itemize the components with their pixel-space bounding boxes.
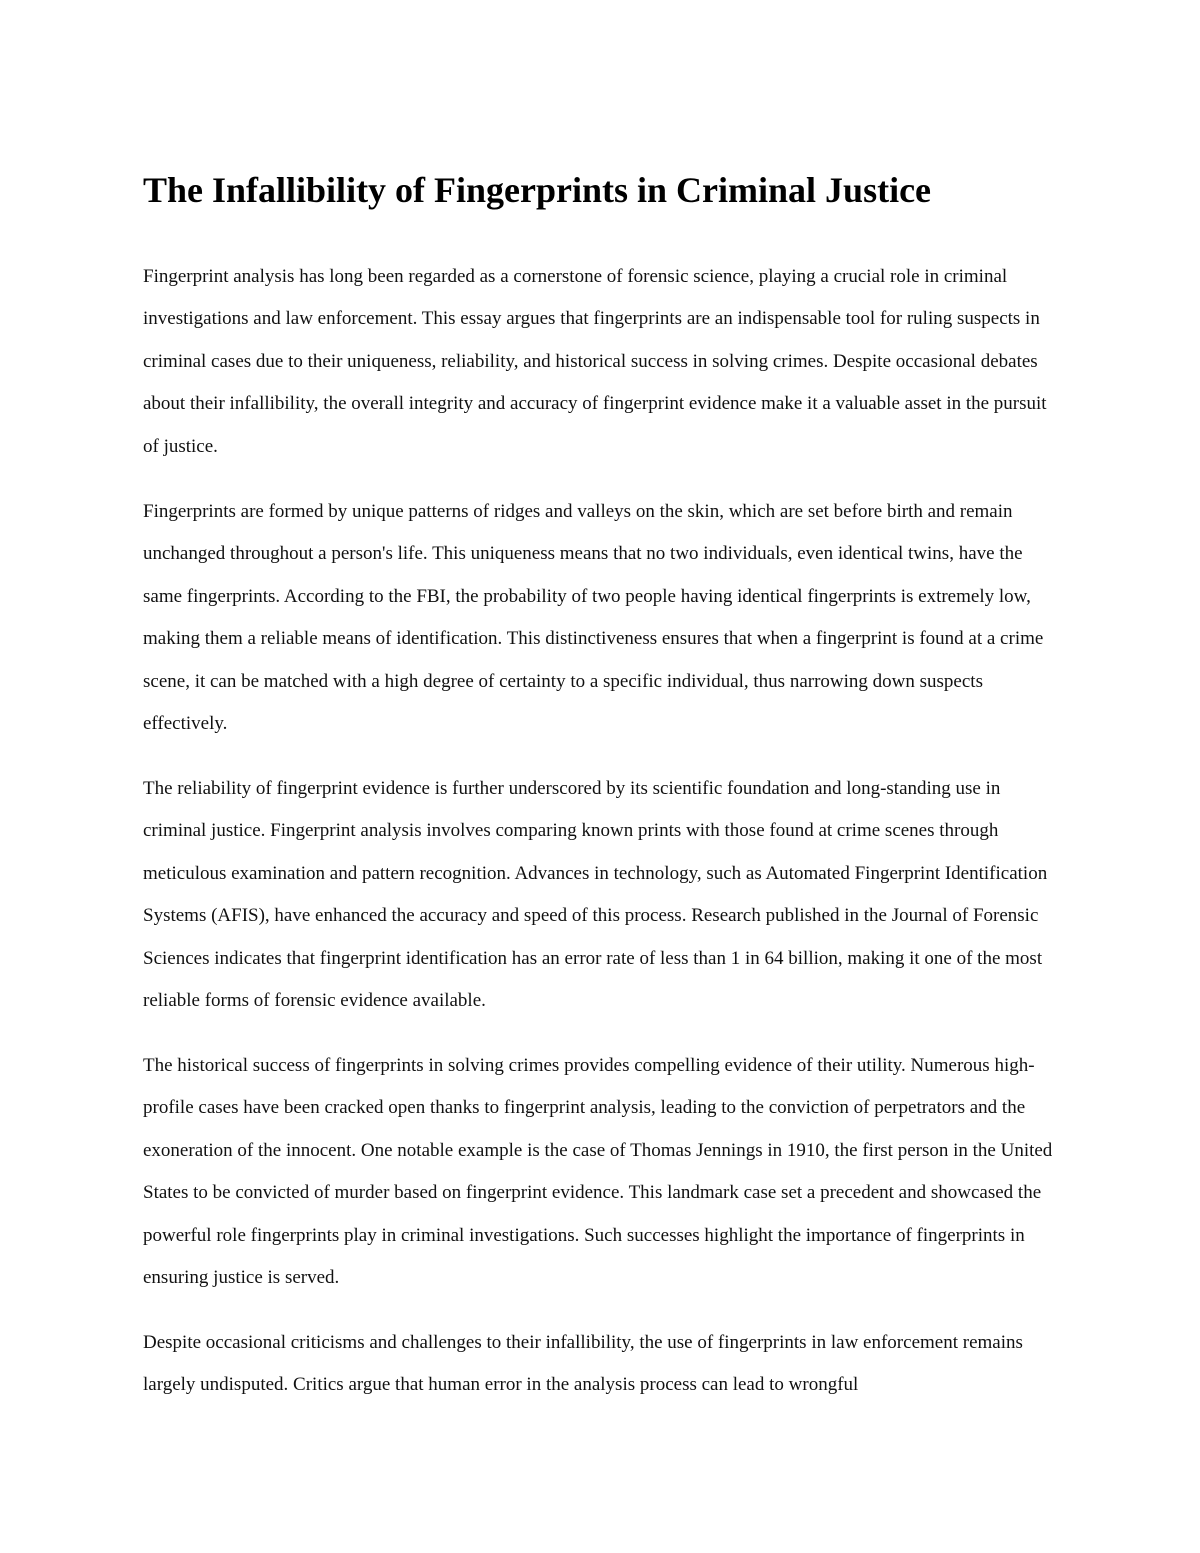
paragraph-5: Despite occasional criticisms and challenges to their infallibility, the use of fingerprints in law enforcement remains largely undisputed. Critics argue that human error in the analysis process can lead to wrongful — [143, 1332, 1023, 1396]
paragraph-4: The historical success of fingerprints in solving crimes provides compelling evidence of their utility. Numerous high-profile cases have been cracked open thanks to fingerprint analysis, leading to the conviction of perpetrators and the exoneration of the innocent. One notable example is the case of Thomas Jennings in 1910, the first person in the United States to be convicted of murder based on fingerprint evidence. This landmark case set a precedent and showcased the powerful role fingerprints play in criminal investigations. Such successes highlight the importance of fingerprints in ensuring justice is served. — [143, 1055, 1053, 1289]
paragraph-2: Fingerprints are formed by unique patterns of ridges and valleys on the skin, which are set before birth and remain unchanged throughout a person's life. This uniqueness means that no two individuals, even identical twins, have the same fingerprints. According to the FBI, the probability of two people having identical fingerprints is extremely low, making them a reliable means of identification. This distinctiveness ensures that when a fingerprint is found at a crime scene, it can be matched with a high degree of certainty to a specific individual, thus narrowing down suspects effectively. — [143, 501, 1044, 735]
document-title: The Infallibility of Fingerprints in Criminal Justice — [143, 170, 932, 210]
paragraph-3: The reliability of fingerprint evidence is further underscored by its scientific foundation and long-standing use in criminal justice. Fingerprint analysis involves comparing known prints with those found at crime scenes through meticulous examination and pattern recognition. Advances in technology, such as Automated Fingerprint Identification Systems (AFIS), have enhanced the accuracy and speed of this process. Research published in the Journal of Forensic Sciences indicates that fingerprint identification has an error rate of less than 1 in 64 billion, making it one of the most reliable forms of forensic evidence available. — [143, 778, 1048, 1012]
paragraph-1: Fingerprint analysis has long been regarded as a cornerstone of forensic science, playing a crucial role in criminal investigations and law enforcement. This essay argues that fingerprints are an indispensable tool for ruling suspects in criminal cases due to their uniqueness, reliability, and historical success in solving crimes. Despite occasional debates about their infallibility, the overall integrity and accuracy of fingerprint evidence make it a valuable asset in the pursuit of justice. — [143, 266, 1047, 457]
